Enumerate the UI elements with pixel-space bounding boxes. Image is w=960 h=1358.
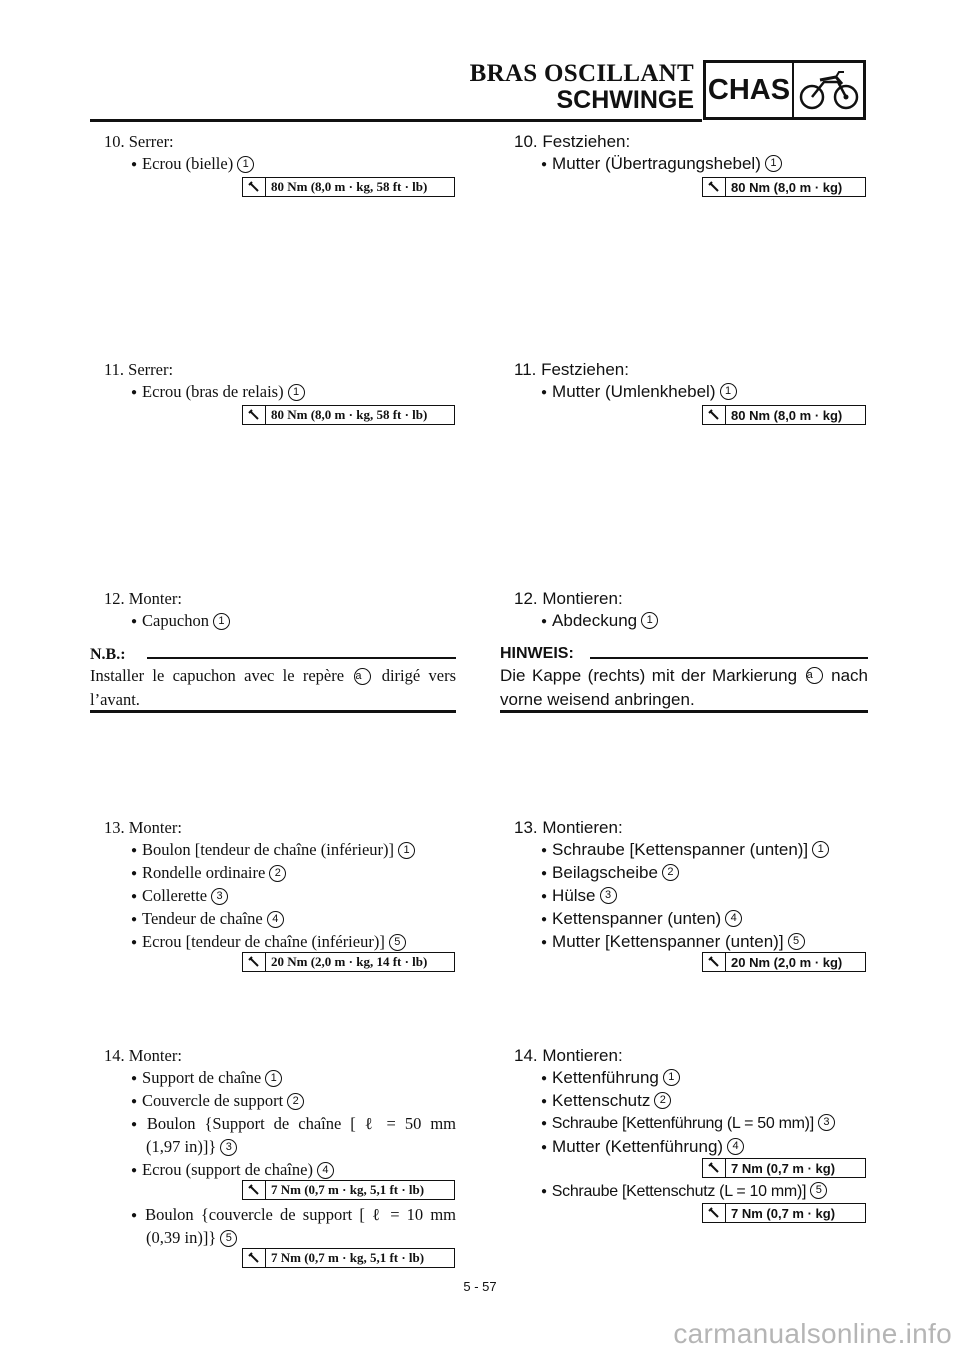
step-10-title-de: 10. Festziehen: [514,132,631,151]
step-14-item-fr: ● Ecrou (support de chaîne) 4 [131,1159,334,1184]
torque-spec-14b-de: 7 Nm (0,7 m · kg) [702,1203,866,1223]
note-end-rule-fr [90,710,456,713]
step-11-item-de: ● Mutter (Umlenkhebel) 1 [541,381,737,406]
torque-spec-14a-fr: 7 Nm (0,7 m · kg, 5,1 ft · lb) [242,1180,455,1200]
step-14-item-de: ● Kettenführung 1 [541,1067,680,1092]
step-10-title-fr: 10. Serrer: [104,132,174,151]
torque-wrench-icon [703,406,726,424]
step-12-item-de: ● Abdeckung 1 [541,610,658,635]
torque-wrench-icon [703,1159,726,1177]
section-title-fr: BRAS OSCILLANT [469,60,694,87]
step-14-item-fr: ● Support de chaîne 1 [131,1067,282,1092]
step-10-item-de: ● Mutter (Übertragungshebel) 1 [541,153,782,178]
header-rule [90,119,702,122]
step-13-item-fr: ● Boulon [tendeur de chaîne (inférieur)] 1 [131,839,415,864]
note-text-de: Die Kappe (rechts) mit der Markierung a nach [500,666,868,685]
note-text-de-line2: vorne weisend anbringen. [500,690,695,709]
step-13-title-de: 13. Montieren: [514,818,623,837]
torque-wrench-icon [243,1249,266,1267]
step-13-item-de: ● Schraube [Kettenspanner (unten)] 1 [541,839,829,864]
section-title-de: SCHWINGE [556,86,694,114]
step-13-title-fr: 13. Monter: [104,818,182,837]
torque-wrench-icon [243,406,266,424]
note-rule-de [590,657,868,659]
step-14-item-de: ● Kettenschutz 2 [541,1090,671,1115]
note-text-fr-line2: l’avant. [90,690,140,709]
torque-wrench-icon [243,178,266,196]
step-14-item-fr-cont: (1,97 in)]} 3 [146,1136,237,1158]
step-12-title-fr: 12. Monter: [104,589,182,608]
step-14-title-fr: 14. Monter: [104,1046,182,1065]
torque-spec-13-de: 20 Nm (2,0 m · kg) [702,952,866,972]
chapter-badge [703,60,866,120]
step-13-item-fr: ● Collerette 3 [131,885,228,910]
step-14-item-fr: ● Boulon {couvercle de support [ ℓ = 10 mm [131,1204,456,1229]
torque-spec-14a-de: 7 Nm (0,7 m · kg) [702,1158,866,1178]
torque-wrench-icon [703,178,726,196]
page-number: 5 - 57 [463,1279,497,1294]
torque-spec-11-fr: 80 Nm (8,0 m · kg, 58 ft · lb) [242,405,455,425]
note-rule-fr [147,657,456,659]
step-10-item-fr: ● Ecrou (bielle) 1 [131,153,254,178]
step-14-item-fr: ● Couvercle de support 2 [131,1090,304,1115]
step-13-item-de: ● Hülse 3 [541,885,617,910]
step-13-item-fr: ● Ecrou [tendeur de chaîne (inférieur)] 5 [131,931,406,956]
step-14-item-de: ● Mutter (Kettenführung) 4 [541,1136,744,1161]
torque-spec-13-fr: 20 Nm (2,0 m · kg, 14 ft · lb) [242,952,455,972]
torque-wrench-icon [243,953,266,971]
torque-wrench-icon [703,1204,726,1222]
step-14-item-de: ● Schraube [Kettenschutz (L = 10 mm)] 5 [541,1181,827,1205]
torque-spec-14b-fr: 7 Nm (0,7 m · kg, 5,1 ft · lb) [242,1248,455,1268]
note-label-de: HINWEIS: [500,645,574,662]
step-11-item-fr: ● Ecrou (bras de relais) 1 [131,381,305,406]
step-13-item-fr: ● Tendeur de chaîne 4 [131,908,284,933]
torque-spec-11-de: 80 Nm (8,0 m · kg) [702,405,866,425]
step-11-title-de: 11. Festziehen: [514,360,629,379]
torque-wrench-icon [703,953,726,971]
note-text-fr: Installer le capuchon avec le repère a dirigé vers [90,666,457,685]
motorcycle-icon [796,66,862,116]
step-13-item-de: ● Beilagscheibe 2 [541,862,679,887]
step-14-title-de: 14. Montieren: [514,1046,623,1065]
step-14-item-de: ● Schraube [Kettenführung (L = 50 mm)] 3 [541,1113,835,1137]
torque-wrench-icon [243,1181,266,1199]
step-11-title-fr: 11. Serrer: [104,360,174,379]
step-13-item-de: ● Kettenspanner (unten) 4 [541,908,742,933]
step-12-title-de: 12. Montieren: [514,589,623,608]
note-end-rule-de [500,710,868,713]
step-14-item-fr-cont: (0,39 in)]} 5 [146,1227,237,1249]
note-label-fr: N.B.: [90,646,126,663]
step-13-item-de: ● Mutter [Kettenspanner (unten)] 5 [541,931,805,956]
step-14-item-fr: ● Boulon {Support de chaîne [ ℓ = 50 mm [131,1113,456,1138]
chapter-label: CHAS [706,63,794,117]
watermark: carmanualsonline.info [673,1318,952,1349]
torque-spec-10-de: 80 Nm (8,0 m · kg) [702,177,866,197]
step-12-item-fr: ● Capuchon 1 [131,610,230,635]
torque-spec-10-fr: 80 Nm (8,0 m · kg, 58 ft · lb) [242,177,455,197]
step-13-item-fr: ● Rondelle ordinaire 2 [131,862,286,887]
